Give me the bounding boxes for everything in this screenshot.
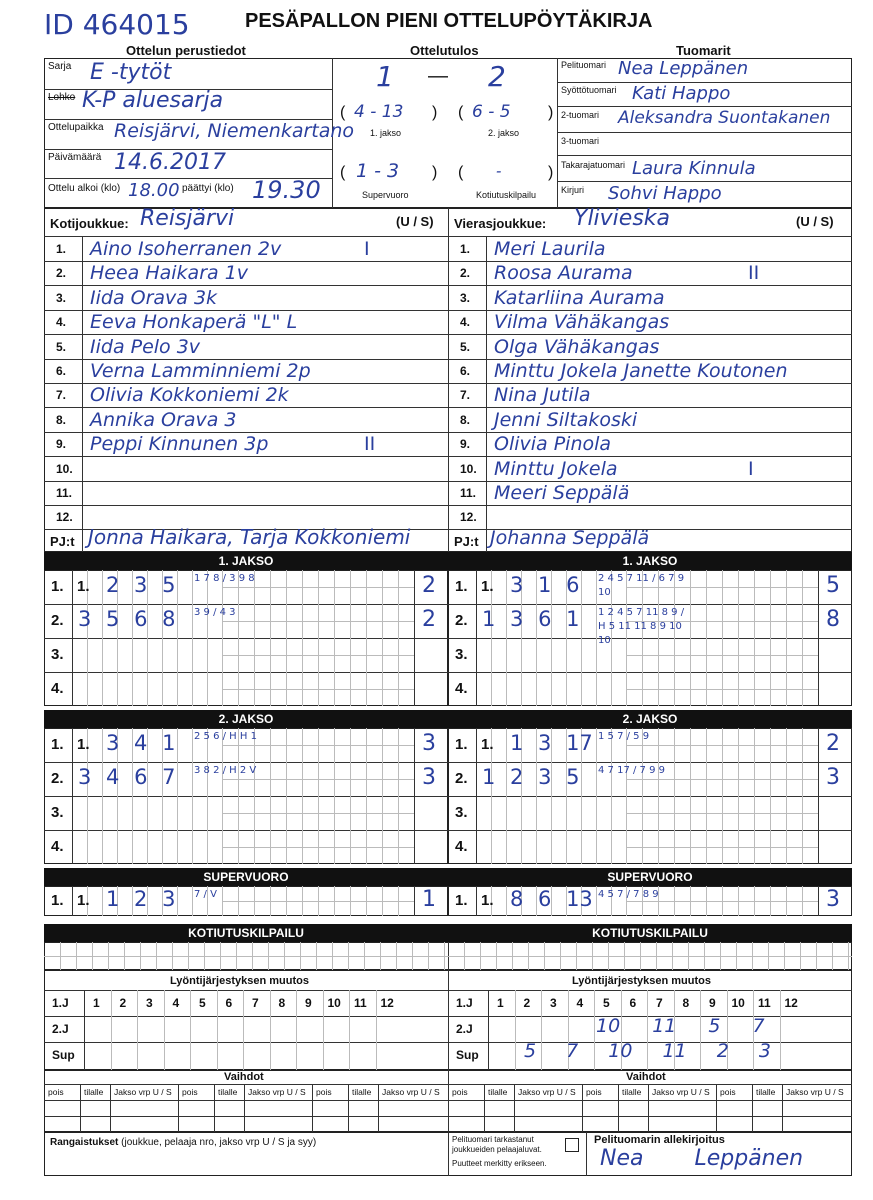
home-inning-score: 2 [422, 573, 436, 598]
home-player-name: Iida Orava 3k [90, 286, 218, 309]
home-player-number: 10. [56, 461, 73, 476]
away-marks: 1 5 7 / 5 9 [598, 731, 650, 742]
home-vaihdot-header: Jakso vrp U / S [114, 1087, 172, 1097]
away-player-name: Nina Jutila [494, 384, 591, 407]
away-vaihdot-header: Jakso vrp U / S [786, 1087, 844, 1097]
pelituomari-value: Nea Leppänen [618, 58, 749, 79]
home-row-number: 3. [51, 646, 64, 663]
home-marks: 1 7 8 / 3 9 8 [194, 573, 255, 584]
home-j1-bar: 1. JAKSO [44, 552, 448, 570]
away-player-mark: I [748, 457, 754, 480]
home-inning-score: 1 [422, 887, 436, 912]
away-us: (U / S) [796, 214, 834, 229]
home-pj-label: PJ:t [50, 534, 75, 549]
home-row-number: 2. [51, 612, 64, 629]
takaraja-label: Takarajatuomari [561, 160, 626, 170]
home-player-name: Peppi Kinnunen 3p [90, 433, 269, 456]
home-row-number: 2. [51, 770, 64, 787]
home-bat-row-label: 1.J [52, 996, 69, 1010]
away-row-number: 1. [455, 578, 468, 595]
away-player-name: Minttu Jokela [494, 457, 618, 480]
kotiutus-label: Kotiutuskilpailu [476, 190, 537, 200]
signature: Nea Leppänen [600, 1146, 804, 1171]
home-bat-col: 6 [225, 996, 233, 1010]
home-sub-number: 1. [77, 578, 90, 595]
home-player-mark: II [364, 433, 376, 456]
away-player-number: 11. [460, 486, 477, 500]
home-vaihdot-header: Jakso vrp U / S [382, 1087, 440, 1097]
away-vaihdot-title: Vaihdot [626, 1071, 666, 1083]
away-player-number: 1. [460, 242, 471, 256]
away-vaihdot-header: Jakso vrp U / S [518, 1087, 576, 1097]
kotiutus-result: - [496, 162, 502, 180]
home-bat-col: 2 [119, 996, 127, 1010]
away-player-mark: II [748, 262, 760, 285]
j2-label: 2. jakso [488, 128, 520, 138]
pvm-label: Päivämäärä [48, 152, 102, 163]
away-player-name: Roosa Aurama [494, 262, 633, 285]
home-kotiutus-bar: KOTIUTUSKILPAILU [44, 924, 448, 942]
rangaistukset-label: Rangaistukset [50, 1137, 119, 1148]
home-bat-col: 7 [252, 996, 259, 1010]
home-player-number: 11. [56, 486, 73, 500]
away-inning-score: 2 [826, 731, 840, 756]
away-bat-col: 1 [497, 996, 504, 1010]
result-away: 2 [488, 60, 506, 93]
super-result: 1 - 3 [356, 160, 400, 182]
home-bat-col: 1 [93, 996, 100, 1010]
home-player-name: Eeva Honkaperä "L" L [90, 311, 298, 334]
id-number: ID 464015 [44, 8, 190, 41]
away-entry: 8 6 13 [510, 887, 593, 911]
paikka-value: Reisjärvi, Niemenkartano [114, 120, 355, 142]
away-vaihdot-header: Jakso vrp U / S [652, 1087, 710, 1097]
home-row-number: 1. [51, 578, 64, 595]
away-super-bar: SUPERVUORO [448, 868, 852, 886]
paikka-label: Ottelupaikka [48, 122, 104, 133]
j1-away: 6 - 5 [472, 102, 511, 122]
away-bat-col: 9 [709, 996, 716, 1010]
away-entry: 1 3 6 1 [482, 607, 580, 631]
home-player-number: 1. [56, 242, 67, 256]
home-vaihdot-header: tilalle [84, 1087, 104, 1097]
home-j2-bar: 2. JAKSO [44, 710, 448, 728]
pelituomari-label: Pelituomari [561, 60, 607, 70]
away-player-number: 12. [460, 510, 477, 525]
away-bat-col: 6 [629, 996, 637, 1010]
away-vaihdot-header: tilalle [756, 1087, 776, 1097]
result-home: 1 [376, 60, 394, 93]
away-vaihdot-header: tilalle [488, 1087, 508, 1097]
away-player-name: Meri Laurila [494, 238, 606, 260]
away-marks: 1 2 4 5 7 11 8 9 / H 5 11 11 8 9 10 10 [598, 607, 685, 646]
home-bat-col: 4 [172, 996, 180, 1010]
away-vaihdot-header: tilalle [622, 1087, 642, 1097]
away-player-number: 9. [460, 437, 471, 452]
away-bat-col: 8 [682, 996, 690, 1010]
home-entry: 3 4 6 7 [78, 765, 176, 789]
away-bat-col: 10 [731, 996, 745, 1010]
home-vaihdot-header: pois [182, 1087, 198, 1097]
away-bat-row-label: Sup [456, 1048, 479, 1062]
signature-label: Pelituomarin allekirjoitus [594, 1134, 725, 1146]
away-player-name: Vilma Vähäkangas [494, 311, 670, 334]
home-row-number: 4. [51, 680, 64, 697]
away-player-name: Olga Vähäkangas [494, 335, 660, 358]
away-row-number: 3. [455, 646, 468, 663]
home-bat-col: 3 [146, 996, 153, 1010]
away-vaihdot-header: pois [452, 1087, 468, 1097]
away-row-number: 4. [455, 680, 468, 697]
home-vaihdot-header: pois [48, 1087, 64, 1097]
away-pj: Johanna Seppälä [490, 527, 650, 549]
page-title: PESÄPALLON PIENI OTTELUPÖYTÄKIRJA [245, 10, 653, 32]
home-row-number: 4. [51, 838, 64, 855]
home-entry: 1 2 3 [106, 887, 176, 911]
away-player-name: Jenni Siltakoski [494, 408, 638, 431]
takaraja-value: Laura Kinnula [632, 158, 756, 179]
away-row-number: 3. [455, 804, 468, 821]
home-player-name: Iida Pelo 3v [90, 335, 201, 358]
home-bat-row-label: 2.J [52, 1022, 69, 1036]
home-pj: Jonna Haikara, Tarja Kokkoniemi [88, 525, 411, 549]
section-officials: Tuomarit [676, 43, 731, 58]
home-bat-col: 5 [199, 996, 206, 1010]
away-player-number: 6. [460, 364, 471, 378]
away-player-number: 8. [460, 412, 471, 427]
section-basic: Ottelun perustiedot [126, 43, 246, 58]
pvm-value: 14.6.2017 [114, 150, 226, 175]
alkoi-label: Ottelu alkoi (klo) [48, 183, 121, 194]
away-bat-col: 11 [758, 996, 771, 1010]
away-bat-row-label: 1.J [456, 996, 473, 1010]
home-player-number: 12. [56, 510, 73, 525]
away-bat-col: 5 [603, 996, 610, 1010]
home-player-number: 8. [56, 412, 67, 427]
away-batting-title: Lyöntijärjestyksen muutos [572, 975, 711, 987]
away-vaihdot-header: pois [586, 1087, 602, 1097]
away-row-number: 1. [455, 736, 468, 753]
home-player-number: 4. [56, 315, 67, 330]
paattyi-value: 19.30 [252, 176, 321, 204]
home-vaihdot-header: tilalle [352, 1087, 372, 1097]
away-bat-col: 7 [656, 996, 663, 1010]
away-inning-score: 5 [826, 573, 840, 598]
home-player-number: 6. [56, 364, 67, 378]
home-bat-col: 12 [380, 996, 394, 1010]
home-player-name: Olivia Kokkoniemi 2k [90, 384, 289, 407]
away-sub-number: 1. [481, 892, 494, 909]
home-sub-number: 1. [77, 892, 90, 909]
away-sub-number: 1. [481, 736, 494, 753]
home-entry: 3 4 1 [106, 731, 176, 755]
away-j1-bar: 1. JAKSO [448, 552, 852, 570]
home-player-number: 5. [56, 339, 67, 354]
away-player-number: 10. [460, 461, 477, 476]
tuomari2-label: 2-tuomari [561, 110, 600, 120]
away-inning-score: 8 [826, 607, 840, 632]
away-vaihdot-header: pois [720, 1087, 736, 1097]
home-inning-score: 3 [422, 731, 436, 756]
check-text: Pelituomari tarkastanut joukkueiden pelaajaluvat. [452, 1135, 542, 1154]
check-box[interactable] [565, 1138, 579, 1152]
home-bat-col: 11 [354, 996, 367, 1010]
away-row-number: 4. [455, 838, 468, 855]
lohko-value: K-P aluesarja [82, 88, 224, 113]
away-player-name: Katarliina Aurama [494, 286, 665, 309]
home-bat-row-label: Sup [52, 1048, 75, 1062]
away-inning-score: 3 [826, 765, 840, 790]
away-label: Vierasjoukkue: [454, 216, 547, 231]
home-vaihdot-header: Jakso vrp U / S [248, 1087, 306, 1097]
syottotuomari-label: Syöttötuomari [561, 85, 617, 95]
away-inning-score: 3 [826, 887, 840, 912]
home-vaihdot-title: Vaihdot [224, 1071, 264, 1083]
home-entry: 3 5 6 8 [78, 607, 176, 631]
home-vaihdot-header: tilalle [218, 1087, 238, 1097]
away-player-name: Meeri Seppälä [494, 482, 630, 504]
away-player-number: 7. [460, 388, 471, 403]
home-player-number: 9. [56, 437, 67, 452]
lohko-label: Lohko [48, 92, 76, 103]
home-row-number: 1. [51, 736, 64, 753]
home-bat-col: 10 [327, 996, 341, 1010]
rangaistukset-note: (joukkue, pelaaja nro, jakso vrp U / S ja syy) [121, 1137, 317, 1148]
away-marks: 4 5 7 / 7 8 9 [598, 889, 659, 900]
away-sub-number: 1. [481, 578, 494, 595]
kirjuri-label: Kirjuri [561, 185, 585, 195]
home-inning-score: 3 [422, 765, 436, 790]
super-label: Supervuoro [362, 190, 409, 200]
sarja-value: E -tytöt [90, 60, 172, 85]
home-super-bar: SUPERVUORO [44, 868, 448, 886]
away-player-number: 4. [460, 315, 471, 330]
home-player-number: 2. [56, 266, 67, 281]
away-player-number: 3. [460, 290, 471, 305]
away-kotiutus-bar: KOTIUTUSKILPAILU [448, 924, 852, 942]
away-team-name: Ylivieska [574, 206, 671, 231]
away-marks: 2 4 5 7 11 / 6 7 9 10 [598, 573, 685, 598]
home-marks: 3 8 2 / H 2 V [194, 765, 257, 776]
away-bat-col: 2 [523, 996, 531, 1010]
kirjuri-value: Sohvi Happo [608, 183, 722, 204]
home-player-name: Verna Lamminniemi 2p [90, 360, 311, 382]
home-marks: 7 / V [194, 889, 217, 900]
tuomari3-label: 3-tuomari [561, 136, 600, 146]
home-player-name: Annika Orava 3 [90, 408, 237, 431]
home-player-number: 3. [56, 290, 67, 305]
home-us: (U / S) [396, 214, 434, 229]
home-team-name: Reisjärvi [140, 206, 235, 231]
away-bat-row-label: 2.J [456, 1022, 473, 1036]
check-text-2: Puutteet merkitty erikseen. [452, 1159, 547, 1168]
sarja-label: Sarja [48, 61, 72, 72]
away-entry: 1 2 3 5 [482, 765, 580, 789]
home-marks: 3 9 / 4 3 [194, 607, 236, 618]
rangaistukset [50, 1137, 316, 1148]
home-marks: 2 5 6 / H H 1 [194, 731, 257, 742]
home-player-name: Aino Isoherranen 2v [90, 238, 282, 260]
home-player-mark: I [364, 238, 370, 260]
home-label: Kotijoukkue: [50, 216, 129, 231]
away-row-number: 1. [455, 892, 468, 909]
j1-home: 4 - 13 [354, 102, 404, 122]
alkoi-value: 18.00 [128, 180, 180, 201]
home-batting-title: Lyöntijärjestyksen muutos [170, 975, 309, 987]
home-row-number: 3. [51, 804, 64, 821]
home-inning-score: 2 [422, 607, 436, 632]
away-player-number: 2. [460, 266, 471, 281]
away-bat-col: 4 [576, 996, 584, 1010]
home-row-number: 1. [51, 892, 64, 909]
away-row-number: 2. [455, 770, 468, 787]
j1-label: 1. jakso [370, 128, 402, 138]
away-bat-col: 12 [784, 996, 798, 1010]
away-pj-label: PJ:t [454, 534, 479, 549]
home-entry: 2 3 5 [106, 573, 176, 597]
home-player-number: 7. [56, 388, 67, 403]
home-vaihdot-header: pois [316, 1087, 332, 1097]
home-player-name: Heea Haikara 1v [90, 262, 249, 285]
home-bat-col: 8 [278, 996, 286, 1010]
home-bat-col: 9 [305, 996, 312, 1010]
away-j2-bar: 2. JAKSO [448, 710, 852, 728]
away-player-name: Olivia Pinola [494, 433, 612, 456]
syottotuomari-value: Kati Happo [632, 83, 731, 104]
away-bat-col: 3 [550, 996, 557, 1010]
away-marks: 4 7 17 / 7 9 9 [598, 765, 665, 776]
away-entry: 1 3 17 [510, 731, 593, 755]
away-bat-sup: 5 7 10 11 2 3 [524, 1040, 771, 1062]
away-player-number: 5. [460, 339, 471, 354]
away-row-number: 2. [455, 612, 468, 629]
away-bat-2j: 10 11 5 7 [596, 1015, 765, 1037]
away-player-name: Minttu Jokela Janette Koutonen [494, 360, 788, 382]
paattyi-label: päättyi (klo) [182, 183, 234, 194]
tuomari2-value: Aleksandra Suontakanen [618, 108, 831, 128]
home-sub-number: 1. [77, 736, 90, 753]
away-entry: 3 1 6 [510, 573, 580, 597]
section-result: Ottelutulos [410, 43, 479, 58]
